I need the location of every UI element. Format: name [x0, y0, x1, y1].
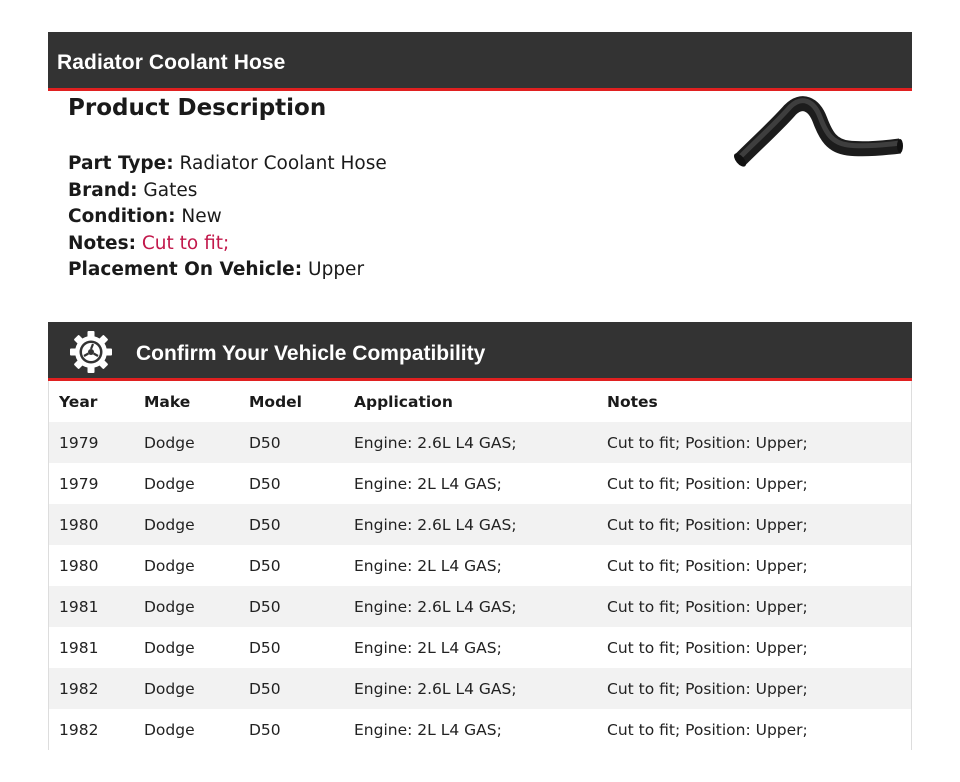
cell-application: Engine: 2L L4 GAS; [344, 463, 597, 504]
field-value: Upper [308, 259, 365, 280]
field-label: Brand: [68, 179, 138, 201]
cell-model: D50 [239, 463, 344, 504]
column-header-application: Application [354, 392, 453, 411]
cell-year: 1980 [49, 504, 134, 545]
radiator-hose-image [728, 96, 906, 174]
cell-make: Dodge [134, 504, 239, 545]
cell-notes: Cut to fit; Position: Upper; [597, 668, 911, 709]
cell-make: Dodge [134, 463, 239, 504]
cell-make: Dodge [134, 668, 239, 709]
description-row-condition [68, 204, 387, 231]
cell-make: Dodge [134, 627, 239, 668]
cell-model: D50 [239, 545, 344, 586]
column-header-notes: Notes [607, 392, 658, 411]
cell-notes: Cut to fit; Position: Upper; [597, 545, 911, 586]
compatibility-banner [48, 322, 912, 381]
table-row [49, 463, 911, 504]
description-row-placement [68, 257, 387, 284]
table-row [49, 709, 911, 750]
cell-make: Dodge [134, 422, 239, 463]
cell-application: Engine: 2.6L L4 GAS; [344, 504, 597, 545]
cell-year: 1981 [49, 586, 134, 627]
description-row-part-type [68, 151, 387, 178]
cell-year: 1982 [49, 668, 134, 709]
field-value: New [181, 206, 222, 227]
cell-application: Engine: 2.6L L4 GAS; [344, 668, 597, 709]
column-header-make: Make [144, 392, 191, 411]
cell-make: Dodge [134, 545, 239, 586]
cell-year: 1981 [49, 627, 134, 668]
field-label: Condition: [68, 206, 176, 227]
field-value-notes: Cut to fit; [141, 232, 230, 254]
cell-notes: Cut to fit; Position: Upper; [597, 627, 911, 668]
table-row [49, 504, 911, 545]
field-value: Radiator Coolant Hose [179, 153, 387, 174]
field-label: Placement On Vehicle: [68, 259, 303, 280]
cell-notes: Cut to fit; Position: Upper; [597, 463, 911, 504]
description-row-notes [68, 231, 387, 258]
table-header-row [49, 381, 911, 422]
field-value: Gates [143, 179, 198, 201]
cell-notes: Cut to fit; Position: Upper; [597, 504, 911, 545]
column-header-model: Model [249, 392, 302, 411]
column-header-year: Year [59, 392, 98, 411]
description-heading: Product Description [68, 95, 327, 121]
field-label: Part Type: [68, 153, 174, 174]
cell-year: 1979 [49, 422, 134, 463]
table-row [49, 586, 911, 627]
cell-model: D50 [239, 668, 344, 709]
table-row [49, 422, 911, 463]
cell-application: Engine: 2L L4 GAS; [344, 627, 597, 668]
cell-model: D50 [239, 422, 344, 463]
cell-model: D50 [239, 627, 344, 668]
cell-application: Engine: 2.6L L4 GAS; [344, 422, 597, 463]
compatibility-table [48, 381, 912, 750]
cell-make: Dodge [134, 709, 239, 750]
product-banner [48, 32, 912, 91]
cell-model: D50 [239, 504, 344, 545]
cell-notes: Cut to fit; Position: Upper; [597, 586, 911, 627]
gear-icon [69, 330, 113, 374]
field-label: Notes: [68, 232, 136, 254]
cell-year: 1982 [49, 709, 134, 750]
cell-notes: Cut to fit; Position: Upper; [597, 709, 911, 750]
table-row [49, 545, 911, 586]
cell-application: Engine: 2L L4 GAS; [344, 709, 597, 750]
description-row-brand [68, 178, 387, 205]
cell-application: Engine: 2L L4 GAS; [344, 545, 597, 586]
cell-make: Dodge [134, 586, 239, 627]
cell-notes: Cut to fit; Position: Upper; [597, 422, 911, 463]
cell-year: 1979 [49, 463, 134, 504]
product-title: Radiator Coolant Hose [57, 51, 286, 74]
cell-model: D50 [239, 586, 344, 627]
cell-year: 1980 [49, 545, 134, 586]
description-list [68, 151, 387, 284]
compatibility-title: Confirm Your Vehicle Compatibility [136, 342, 486, 365]
cell-model: D50 [239, 709, 344, 750]
table-row [49, 627, 911, 668]
table-row [49, 668, 911, 709]
cell-application: Engine: 2.6L L4 GAS; [344, 586, 597, 627]
